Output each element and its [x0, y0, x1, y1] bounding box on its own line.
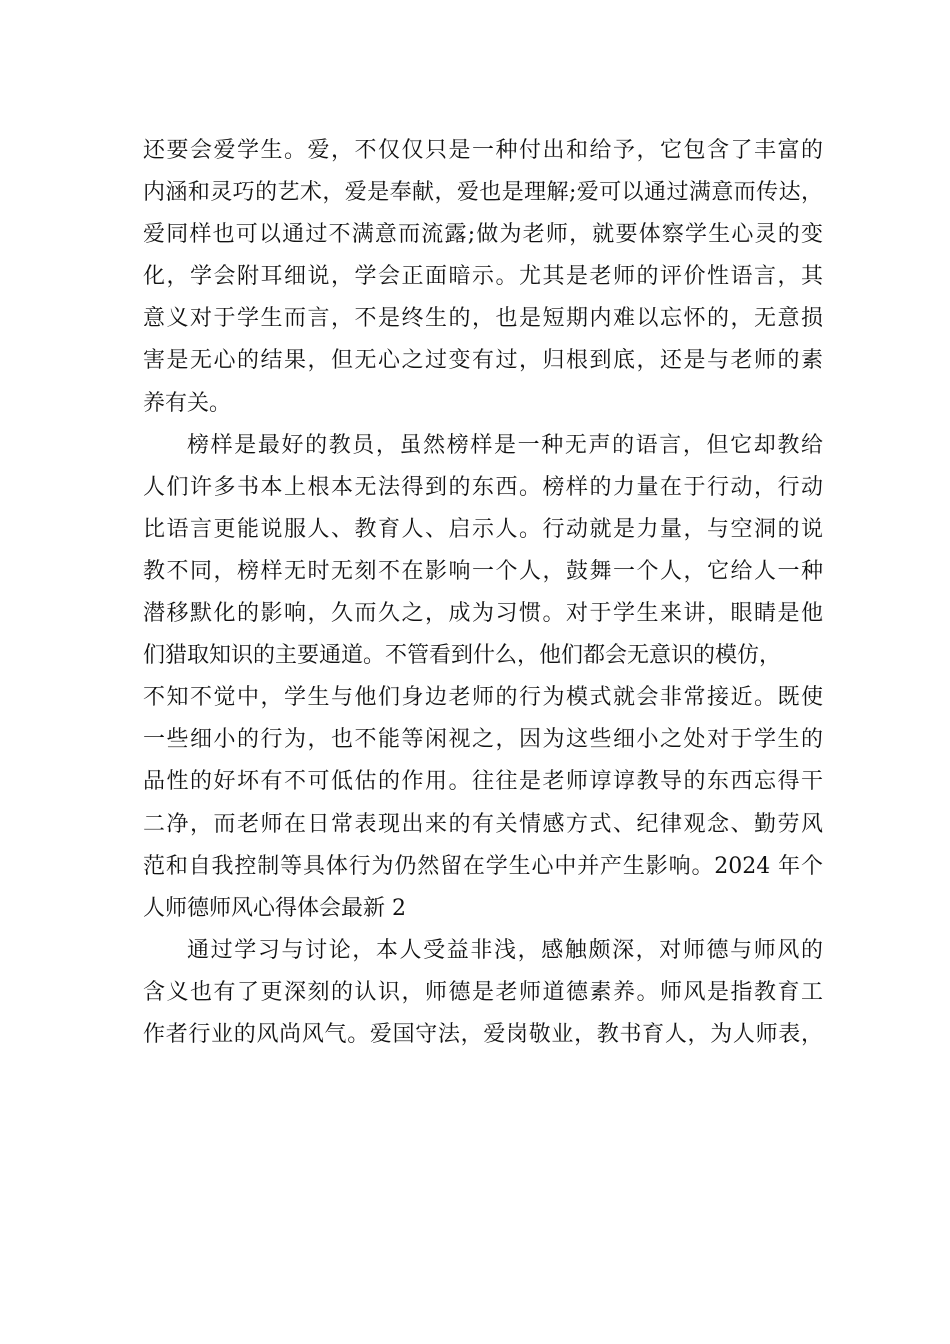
text-line: 一些细小的行为，也不能等闲视之，因为这些细小之处对于学生的 — [143, 727, 823, 753]
paragraph-first-line: 通过学习与讨论，本人受益非浅，感触颇深，对师德与师风的 — [187, 937, 823, 963]
text-line: 爱同样也可以通过不满意而流露;做为老师，就要体察学生心灵的变 — [143, 222, 823, 248]
text-line: 们猎取知识的主要通道。不管看到什么，他们都会无意识的模仿， — [143, 643, 782, 669]
text-line: 人们许多书本上根本无法得到的东西。榜样的力量在于行动，行动 — [143, 474, 823, 500]
text-line: 含义也有了更深刻的认识，师德是老师道德素养。师风是指教育工 — [143, 979, 823, 1005]
paragraph-first-line: 榜样是最好的教员，虽然榜样是一种无声的语言，但它却教给 — [187, 432, 823, 458]
text-line: 品性的好坏有不可低估的作用。往往是老师谆谆教导的东西忘得干 — [143, 769, 823, 795]
text-line: 作者行业的风尚风气。爱国守法，爱岗敬业，教书育人，为人师表， — [143, 1021, 823, 1047]
text-line: 内涵和灵巧的艺术，爱是奉献，爱也是理解;爱可以通过满意而传达， — [143, 180, 823, 206]
section-title-line: 人师德师风心得体会最新 2 — [143, 895, 406, 921]
text-line: 化，学会附耳细说，学会正面暗示。尤其是老师的评价性语言，其 — [143, 264, 823, 290]
text-line: 养有关。 — [143, 390, 232, 416]
document-body — [143, 130, 823, 1056]
text-line: 意义对于学生而言，不是终生的，也是短期内难以忘怀的，无意损 — [143, 306, 823, 332]
text-line: 范和自我控制等具体行为仍然留在学生心中并产生影响。2024 年个 — [143, 853, 823, 879]
text-line: 还要会爱学生。爱，不仅仅只是一种付出和给予，它包含了丰富的 — [143, 138, 823, 163]
text-line: 二净，而老师在日常表现出来的有关情感方式、纪律观念、勤劳风 — [143, 811, 823, 837]
text-line: 潜移默化的影响，久而久之，成为习惯。对于学生来讲，眼睛是他 — [143, 601, 823, 627]
text-line: 不知不觉中，学生与他们身边老师的行为模式就会非常接近。既使 — [143, 685, 823, 711]
text-line: 教不同，榜样无时无刻不在影响一个人，鼓舞一个人，它给人一种 — [143, 558, 823, 584]
text-line: 害是无心的结果，但无心之过变有过，归根到底，还是与老师的素 — [143, 348, 823, 374]
text-line: 比语言更能说服人、教育人、启示人。行动就是力量，与空洞的说 — [143, 516, 823, 542]
